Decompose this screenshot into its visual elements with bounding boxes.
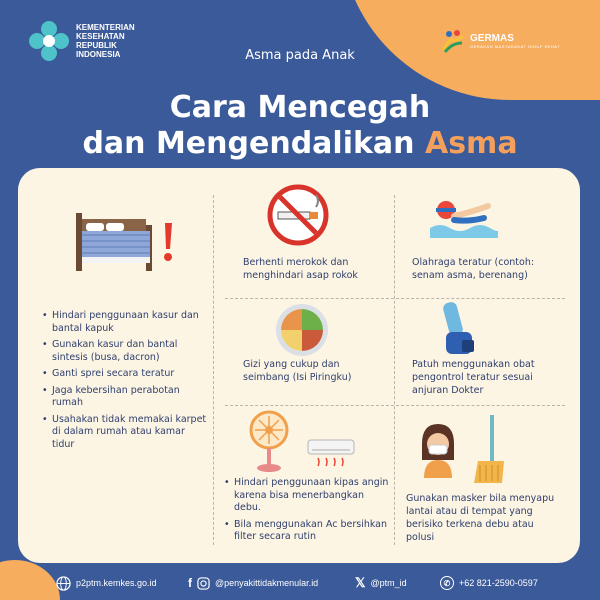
logo-line: INDONESIA: [76, 50, 121, 59]
footer-website-text: p2ptm.kemkes.go.id: [76, 578, 157, 588]
exercise-tip: Olahraga teratur (contoh: senam asma, berenang): [412, 257, 535, 281]
plate-icon: [274, 302, 330, 358]
footer-social-text: @penyakittidakmenular.id: [215, 578, 319, 588]
germas-label: GERMAS: [470, 33, 514, 44]
instagram-icon: [197, 577, 210, 590]
footer-twitter-text: @ptm_id: [370, 578, 407, 588]
list-item: • Gunakan kasur dan bantal sintesis (busa, dacron): [42, 339, 210, 364]
swimmer-icon: [428, 192, 498, 238]
fan-tips-list: [224, 477, 389, 548]
subtitle: Asma pada Anak: [245, 48, 355, 63]
inhaler-icon: [436, 300, 480, 360]
medicine-tip: Patuh menggunakan obat pengontrol teratur sesuai anjuran Dokter: [412, 359, 535, 396]
phone-icon: ✆: [440, 576, 454, 590]
list-item: • Usahakan tidak memakai karpet di dalam rumah atau kamar tidur: [42, 414, 210, 452]
list-item: • Hindari penggunaan kasur dan bantal kapuk: [42, 310, 210, 335]
facebook-icon: f: [188, 576, 192, 590]
bed-illustration: [72, 205, 182, 279]
germas-sub: GERAKAN MASYARAKAT HIDUP SEHAT: [470, 44, 560, 49]
list-item: • Hindari penggunaan kipas angin karena bisa menerbangkan debu.: [224, 477, 389, 515]
divider-vertical-left: [213, 195, 214, 545]
list-item: • Jaga kebersihan perabotan rumah: [42, 385, 210, 410]
footer-phone[interactable]: [440, 576, 538, 590]
list-item: • Bila menggunakan Ac bersihkan filter secara rutin: [224, 519, 389, 544]
page-title: [0, 90, 600, 162]
title-line-2-prefix: dan Mengendalikan: [82, 126, 425, 161]
divider-horizontal-1: [225, 298, 565, 299]
footer-social[interactable]: [188, 576, 318, 590]
smoking-tip: Berhenti merokok dan menghindari asap rokok: [243, 257, 358, 281]
no-smoking-icon: [266, 183, 330, 247]
title-line-1: Cara Mencegah: [169, 90, 431, 125]
footer: [0, 572, 600, 594]
logo-line: KESEHATAN: [76, 32, 125, 41]
globe-icon: [56, 576, 71, 591]
broom-icon: [470, 413, 506, 487]
footer-twitter[interactable]: [355, 575, 407, 591]
footer-phone-text: +62 821-2590-0597: [459, 578, 538, 588]
list-item: • Ganti sprei secara teratur: [42, 368, 210, 381]
divider-horizontal-2: [225, 405, 565, 406]
title-line-2: [0, 126, 600, 162]
logo-line: REPUBLIK: [76, 41, 117, 50]
title-accent: Asma: [424, 126, 518, 161]
left-tips-list: [42, 310, 210, 455]
footer-website[interactable]: [56, 576, 157, 591]
air-conditioner-icon: [306, 438, 356, 472]
mask-tip: Gunakan masker bila menyapu lantai atau di tempat yang berisiko terkena debu atau polusi: [406, 493, 555, 543]
fan-icon: [248, 410, 290, 474]
exclamation-icon: [160, 221, 176, 263]
x-icon: 𝕏: [355, 575, 366, 590]
logo-line: KEMENTERIAN: [76, 23, 135, 32]
mask-girl-icon: [418, 420, 458, 478]
divider-vertical-mid: [394, 195, 395, 545]
nutrition-tip: Gizi yang cukup dan seimbang (Isi Piringku): [243, 359, 352, 383]
